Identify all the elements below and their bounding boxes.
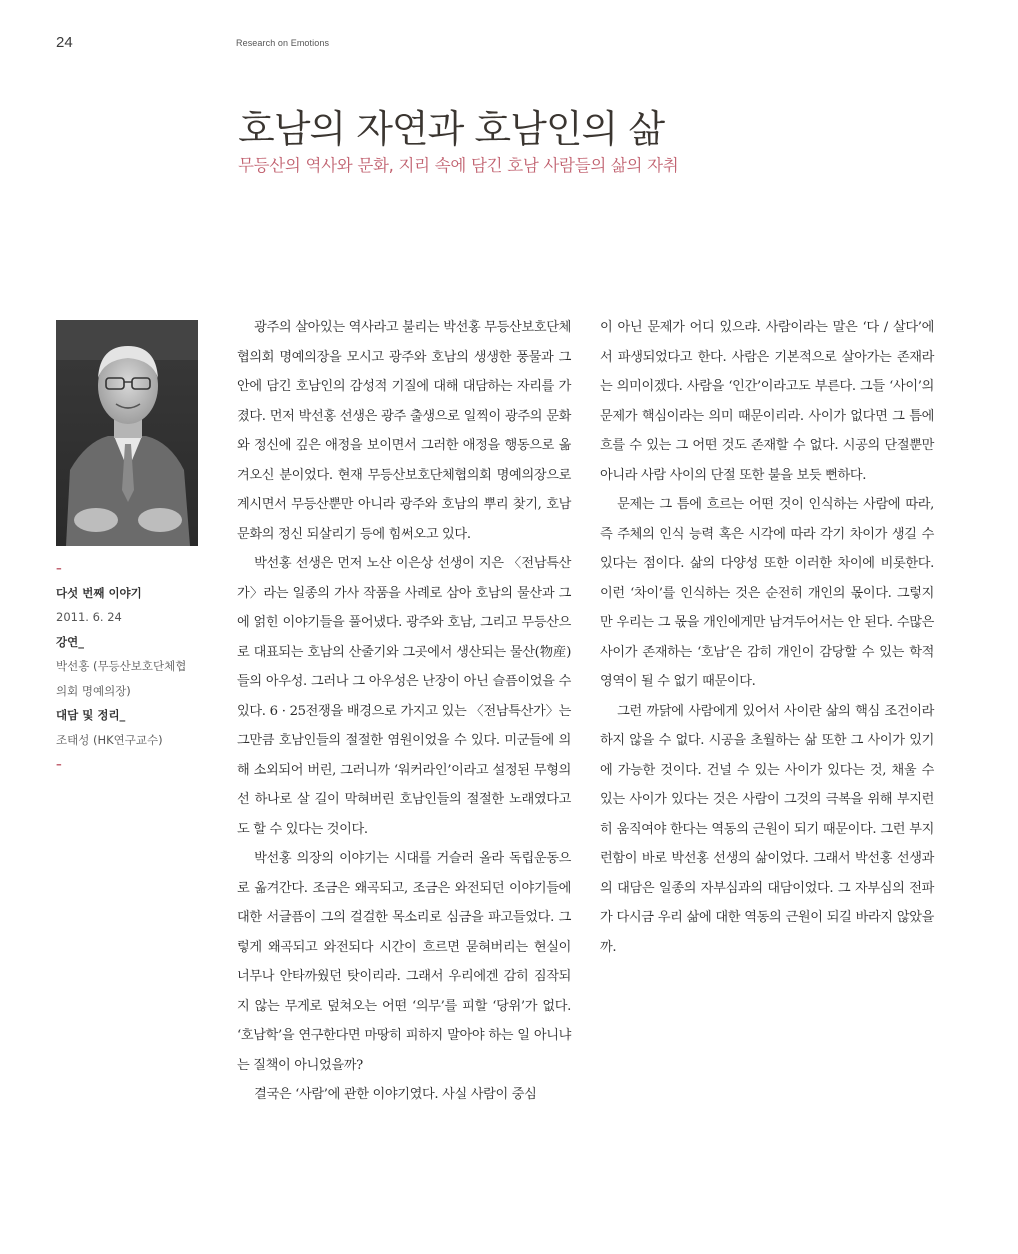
- body-paragraph: 문제는 그 틈에 흐르는 어떤 것이 인식하는 사람에 따라, 즉 주체의 인식 능력 혹은 시각에 따라 각기 차이가 생길 수 있다는 점이다. 삶의 다양성 또한 이러한 차이에 비롯한다. 이런 ‘차이’를 인식하는 것은 순전히 개인의 몫이다. 그렇지만 우리는 그 몫을 개인에게만 남겨두어서는 안 된다. 수많은 사이가 존재하는 ‘호남’은 감히 개인이 감당할 수 있는 학적 영역이 될 수 없기 때문이다.: [600, 497, 934, 689]
- body-paragraph-continued: 이 아닌 문제가 어디 있으랴. 사람이라는 말은 ‘다 / 살다’에서 파생되었다고 한다. 사람은 기본적으로 살아가는 존재라는 의미이겠다. 사람을 ‘인간’이라고도 부른다. 그들 ‘사이’의 문제가 핵심이라는 의미 때문이리라. 사이가 없다면 그 틈에 흐를 수 있는 그 어떤 것도 존재할 수 없다. 시공의 단절뿐만 아니라 사람 사이의 단절 또한 불을 보듯 뻔하다.: [600, 320, 934, 483]
- interviewer-name: 조태성 (HK연구교수): [56, 732, 163, 747]
- body-paragraph: 박선홍 선생은 먼저 노산 이은상 선생이 지은 〈전남특산가〉라는 일종의 가사 작품을 사례로 삼아 호남의 물산과 그에 얽힌 이야기들을 풀어냈다. 광주와 호남, 그리고 무등산으로 대표되는 호남의 산줄기와 그곳에서 생산되는 물산(物産)들의 아우성. 그러나 그 아우성은 난장이 아닌 슬픔이었을 수 있다. 6 · 25전쟁을 배경으로 가지고 있는 〈전남특산가〉는 그만큼 호남인들의 절절한 염원이었을 수 있다. 미군들에 의해 소외되어 버린, 그러니까 ‘워커라인’이라고 설정된 무형의 선 하나로 살 길이 막혀버린 호남인들의 절절한 노래였다고도 할 수 있다는 것이다.: [237, 556, 571, 837]
- running-head: Research on Emotions: [236, 38, 330, 48]
- body-paragraph: 박선홍 의장의 이야기는 시대를 거슬러 올라 독립운동으로 옮겨간다. 조금은 왜곡되고, 조금은 와전되던 이야기들에 대한 서글픔이 그의 걸걸한 목소리로 심금을 파고들었다. 그렇게 왜곡되고 와전되다 시간이 흐르면 묻혀버리는 현실이 너무나 안타까웠던 탓이리라. 그래서 우리에겐 감히 짐작되지 않는 무게로 덮쳐오는 어떤 ‘의무’를 피할 ‘당위’가 없다. ‘호남학’을 연구한다면 마땅히 피하지 말아야 하는 일 아니냐는 질책이 아니었을까?: [237, 851, 571, 1073]
- page-number: 24: [56, 34, 73, 51]
- body-paragraph: 결국은 ‘사람’에 관한 이야기였다. 사실 사람이 중심: [254, 1087, 537, 1102]
- sidebar-dash-bottom: –: [56, 757, 62, 771]
- sidebar-dash-top: –: [56, 561, 62, 575]
- body-paragraph: 그런 까닭에 사람에게 있어서 사이란 삶의 핵심 조건이라 하지 않을 수 없다. 시공을 초월하는 삶 또한 그 사이가 있기에 가능한 것이다. 건널 수 있는 사이가 있다는 것, 채울 수 있는 사이가 있다는 것은 사람이 그것의 극복을 위해 부지런히 움직여야 한다는 역동의 근원이 되기 때문이다. 그런 부지런함이 바로 박선홍 선생의 삶이었다. 그래서 박선홍 선생과의 대담은 일종의 자부심과의 대담이었다. 그 자부심의 전파가 다시금 우리 삶에 대한 역동의 근원이 되길 바라지 않았을까.: [600, 703, 934, 955]
- lecturer-name-line1: 박선홍 (무등산보호단체협: [56, 659, 187, 673]
- episode-label: 다섯 번째 이야기: [56, 585, 142, 600]
- article-subtitle: 무등산의 역사와 문화, 지리 속에 담긴 호남 사람들의 삶의 자취: [238, 156, 679, 175]
- lecture-date: 2011. 6. 24: [56, 610, 122, 624]
- article-title: 호남의 자연과 호남인의 삶: [238, 107, 665, 151]
- lecturer-name-line2: 의회 명예의장): [56, 683, 131, 698]
- lecture-info: [56, 556, 216, 777]
- speaker-photo: [56, 320, 198, 546]
- body-column-2: [600, 313, 934, 962]
- body-paragraph: 광주의 살아있는 역사라고 불리는 박선홍 무등산보호단체협의회 명예의장을 모시고 광주와 호남의 생생한 풍물과 그 안에 담긴 호남인의 감성적 기질에 대해 대담하는 자리를 가졌다. 먼저 박선홍 선생은 광주 출생으로 일찍이 광주의 문화와 정신에 깊은 애정을 보이면서 그러한 애정을 행동으로 옮겨오신 분이었다. 현재 무등산보호단체협의회 명예의장으로 계시면서 무등산뿐만 아니라 광주와 호남의 뿌리 찾기, 호남문화의 정신 되살리기 등에 힘써오고 있다.: [237, 320, 571, 542]
- lecturer-label: 강연_: [56, 634, 84, 649]
- body-column-1: [237, 313, 571, 1110]
- interviewer-label: 대담 및 정리_: [56, 708, 126, 722]
